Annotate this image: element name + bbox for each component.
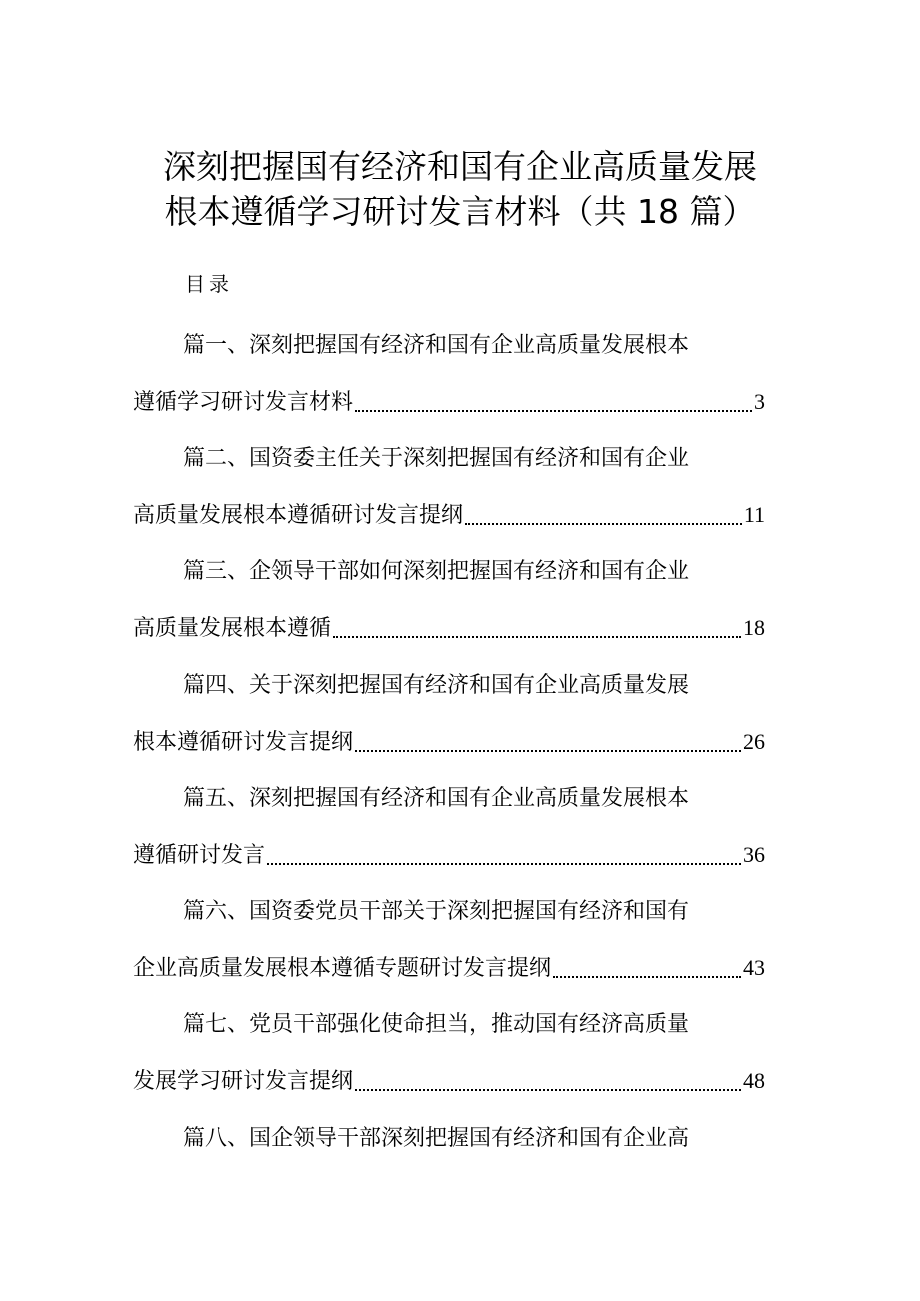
toc-heading: 目录 [185,272,233,296]
dot-leader [267,863,741,865]
page-number: 26 [743,729,765,754]
toc-entry-title: 篇三、企领导干部如何深刻把握国有经济和国有企业 [183,559,690,584]
document-title-line-2: 根本遵循学习研讨发言材料（共 18 篇） [164,192,756,231]
toc-entry-title: 篇八、国企领导干部深刻把握国有经济和国有企业高 [183,1126,690,1151]
page-number: 3 [754,389,765,414]
toc-entry-title: 篇一、深刻把握国有经济和国有企业高质量发展根本 [183,333,690,358]
dot-leader [465,523,742,525]
dot-leader [355,1089,741,1091]
document-title-line-1: 深刻把握国有经济和国有企业高质量发展 [163,147,757,186]
dot-leader [355,750,741,752]
toc-entry-title-cont: 根本遵循研讨发言提纲 [133,730,354,755]
dot-leader [333,636,741,638]
toc-entry-title: 篇六、国资委党员干部关于深刻把握国有经济和国有 [183,899,690,924]
toc-entry-title-cont: 企业高质量发展根本遵循专题研讨发言提纲 [133,956,552,981]
page-number: 43 [743,955,765,980]
toc-entry-title: 篇五、深刻把握国有经济和国有企业高质量发展根本 [183,786,690,811]
page-number: 18 [743,615,765,640]
dot-leader [553,976,741,978]
toc-entry-title: 篇七、党员干部强化使命担当，推动国有经济高质量 [183,1012,690,1037]
toc-entry-title-cont: 高质量发展根本遵循 [133,616,332,641]
dot-leader [355,410,752,412]
page-number: 48 [743,1068,765,1093]
toc-entry-title-cont: 遵循研讨发言 [133,843,266,868]
page-number: 36 [743,842,765,867]
page-number: 11 [743,502,765,527]
toc-entry-title-cont: 遵循学习研讨发言材料 [133,390,354,415]
toc-entry-title-cont: 发展学习研讨发言提纲 [133,1069,354,1094]
toc-entry-title: 篇四、关于深刻把握国有经济和国有企业高质量发展 [183,673,690,698]
toc-entry-title-cont: 高质量发展根本遵循研讨发言提纲 [133,503,464,528]
toc-entry-title: 篇二、国资委主任关于深刻把握国有经济和国有企业 [183,446,690,471]
